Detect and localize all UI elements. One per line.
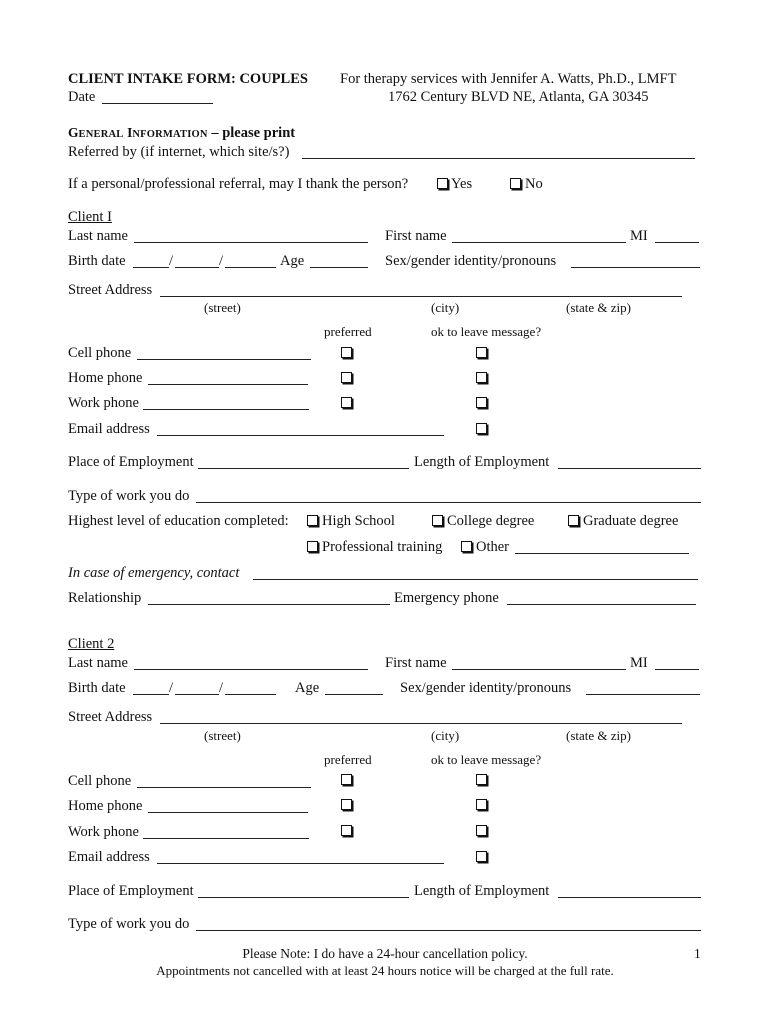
c1-emergency-contact-input[interactable] [253,579,698,580]
c2-last-name-input[interactable] [134,669,368,670]
c2-sub-city: (city) [431,728,460,743]
footer-policy: Appointments not cancelled with at least 24 hours notice will be charged at the full rate. [156,963,614,978]
c2-employment-place-label: Place of Employment [68,883,194,899]
c1-last-name-label: Last name [68,228,128,244]
client2-heading: Client 2 [68,636,115,652]
c2-first-name-input[interactable] [452,669,626,670]
c1-street-address-input[interactable] [160,296,682,297]
c1-street-address-label: Street Address [68,282,153,298]
c2-employment-length-input[interactable] [558,897,701,898]
yes-label: Yes [451,176,473,192]
c1-employment-place-input[interactable] [198,468,409,469]
college-checkbox[interactable] [432,515,443,526]
graduate-checkbox[interactable] [568,515,579,526]
c2-home-message-checkbox[interactable] [476,799,487,810]
c2-cell-phone-input[interactable] [137,787,311,788]
c2-age-input[interactable] [325,694,383,695]
c1-cell-message-checkbox[interactable] [476,347,487,358]
c1-emergency-phone-input[interactable] [507,604,696,605]
c2-mi-label: MI [630,655,648,671]
c1-employment-place-label: Place of Employment [68,454,194,470]
c1-work-type-input[interactable] [196,502,701,503]
c1-relationship-label: Relationship [68,590,142,606]
thank-question: If a personal/professional referral, may I thank the person? [68,176,409,192]
c1-work-phone-input[interactable] [143,409,309,410]
c2-work-phone-label: Work phone [68,824,139,840]
c1-first-name-label: First name [385,228,447,244]
c1-ok-message-header: ok to leave message? [431,324,542,339]
page-number: 1 [694,946,701,961]
c1-age-input[interactable] [310,267,368,268]
no-label: No [525,176,543,192]
c1-home-phone-label: Home phone [68,370,143,386]
c1-birth-year-input[interactable] [225,267,276,268]
c2-birth-year-input[interactable] [225,694,276,695]
c1-home-phone-input[interactable] [148,384,308,385]
date-input[interactable] [102,103,213,104]
c1-home-preferred-checkbox[interactable] [341,372,352,383]
c2-ok-message-header: ok to leave message? [431,752,542,767]
c1-sub-city: (city) [431,300,460,315]
referred-label: Referred by (if internet, which site/s?) [68,144,290,160]
c1-education-label: Highest level of education completed: [68,513,289,529]
c2-work-preferred-checkbox[interactable] [341,825,352,836]
high-school-checkbox[interactable] [307,515,318,526]
c1-edu-professional[interactable]: Professional training [305,540,442,555]
c1-mi-input[interactable] [655,242,699,243]
c1-email-input[interactable] [157,435,444,436]
c1-cell-phone-input[interactable] [137,359,311,360]
c2-mi-input[interactable] [655,669,699,670]
c2-birth-month-input[interactable] [133,694,169,695]
c2-preferred-header: preferred [324,752,372,767]
c1-birth-date-label: Birth date [68,253,126,269]
c1-work-type-label: Type of work you do [68,488,190,504]
c2-street-address-label: Street Address [68,709,153,725]
date-label: Date [68,89,96,105]
c2-email-input[interactable] [157,863,444,864]
c1-edu-college[interactable]: College degree [430,514,534,529]
c1-edu-other[interactable]: Other [459,540,509,555]
c2-cell-preferred-checkbox[interactable] [341,774,352,785]
c2-birth-day-input[interactable] [175,694,219,695]
c1-first-name-input[interactable] [452,242,626,243]
c1-edu-graduate[interactable]: Graduate degree [566,514,678,529]
other-checkbox[interactable] [461,541,472,552]
professional-checkbox[interactable] [307,541,318,552]
c2-email-label: Email address [68,849,150,865]
c2-age-label: Age [295,680,320,696]
c1-preferred-header: preferred [324,324,372,339]
client1-heading: Client I [68,209,112,225]
c1-age-label: Age [280,253,305,269]
c1-emergency-phone-label: Emergency phone [394,590,499,606]
c1-edu-other-input[interactable] [515,553,689,554]
c2-sex-gender-input[interactable] [586,694,700,695]
referred-input[interactable] [302,158,695,159]
therapist-line: For therapy services with Jennifer A. Watts, Ph.D., LMFT [340,71,677,87]
c2-work-message-checkbox[interactable] [476,825,487,836]
c2-employment-place-input[interactable] [198,897,409,898]
c2-sex-gender-label: Sex/gender identity/pronouns [400,680,572,696]
c1-work-message-checkbox[interactable] [476,397,487,408]
footer-note: Please Note: I do have a 24-hour cancellation policy. [242,946,528,961]
c1-employment-length-label: Length of Employment [414,454,550,470]
c2-cell-message-checkbox[interactable] [476,774,487,785]
c2-home-preferred-checkbox[interactable] [341,799,352,810]
c1-email-message-checkbox[interactable] [476,423,487,434]
c2-home-phone-label: Home phone [68,798,143,814]
c2-email-message-checkbox[interactable] [476,851,487,862]
c1-cell-phone-label: Cell phone [68,345,132,361]
c1-edu-high-school[interactable]: High School [305,514,395,529]
c1-emergency-contact-label: In case of emergency, contact [68,565,240,581]
c1-home-message-checkbox[interactable] [476,372,487,383]
c1-sub-street: (street) [204,300,241,315]
c1-email-label: Email address [68,421,150,437]
c1-relationship-input[interactable] [148,604,390,605]
c2-first-name-label: First name [385,655,447,671]
c2-work-type-input[interactable] [196,930,701,931]
c1-sex-gender-input[interactable] [571,267,700,268]
c2-sub-state: (state & zip) [566,728,631,743]
c2-work-phone-input[interactable] [143,838,309,839]
yes-checkbox[interactable] [437,178,448,189]
c1-cell-preferred-checkbox[interactable] [341,347,352,358]
c2-cell-phone-label: Cell phone [68,773,132,789]
c1-last-name-input[interactable] [134,242,368,243]
c1-birth-day-input[interactable] [175,267,219,268]
c1-sub-state: (state & zip) [566,300,631,315]
c2-last-name-label: Last name [68,655,128,671]
c1-work-preferred-checkbox[interactable] [341,397,352,408]
address-line: 1762 Century BLVD NE, Atlanta, GA 30345 [388,89,649,105]
no-checkbox[interactable] [510,178,521,189]
c1-mi-label: MI [630,228,648,244]
c2-work-type-label: Type of work you do [68,916,190,932]
c2-home-phone-input[interactable] [148,812,308,813]
c2-street-address-input[interactable] [160,723,682,724]
c2-employment-length-label: Length of Employment [414,883,550,899]
c1-employment-length-input[interactable] [558,468,701,469]
c2-sub-street: (street) [204,728,241,743]
general-heading: GENERAL INFORMATION – please print [68,125,296,141]
c1-birth-month-input[interactable] [133,267,169,268]
c2-birth-date-label: Birth date [68,680,126,696]
c1-work-phone-label: Work phone [68,395,139,411]
form-title: CLIENT INTAKE FORM: COUPLES [68,71,308,87]
c1-sex-gender-label: Sex/gender identity/pronouns [385,253,557,269]
